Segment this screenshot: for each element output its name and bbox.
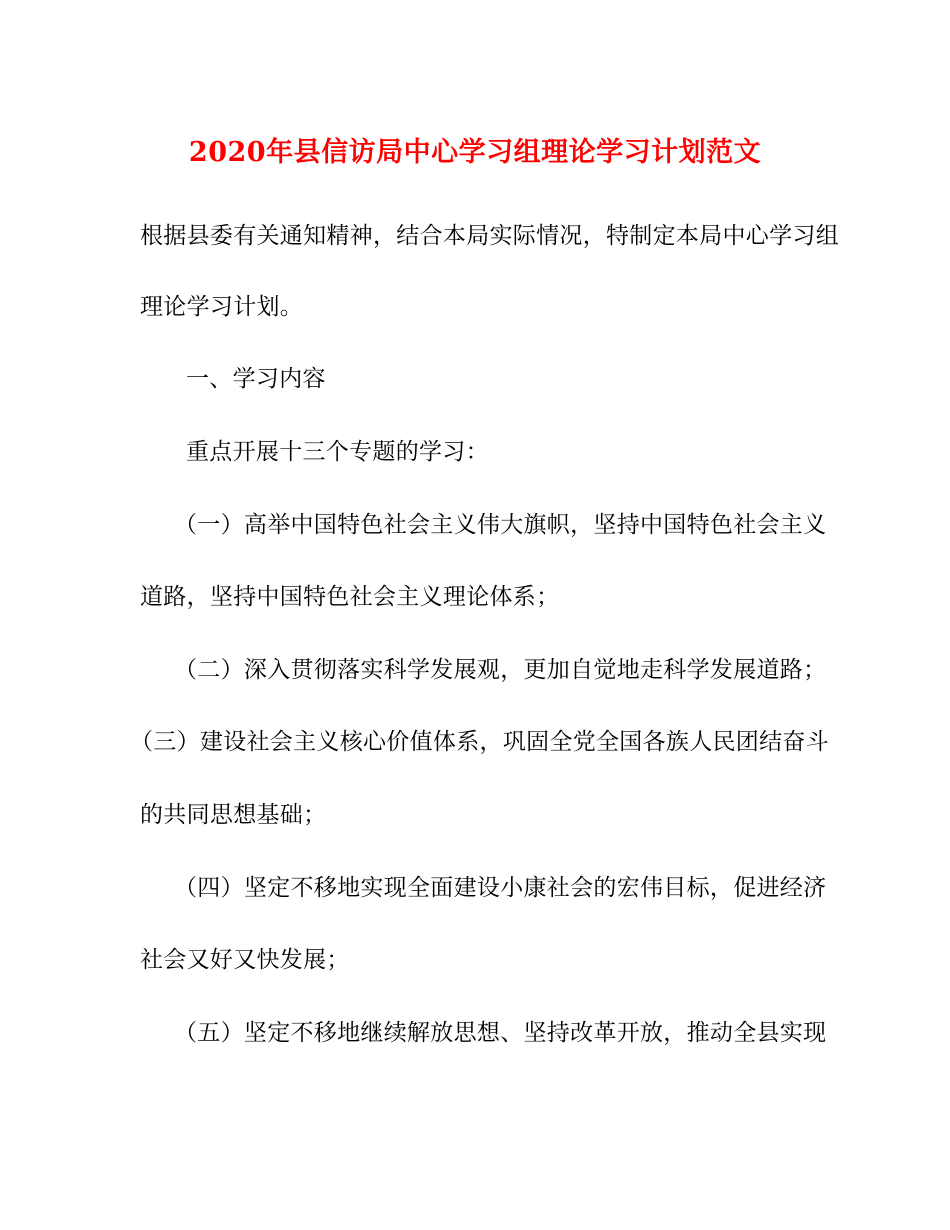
paragraph-line: 理论学习计划。 xyxy=(140,294,304,320)
list-item-line: 的共同思想基础； xyxy=(140,802,327,828)
list-item-line: （三）建设社会主义核心价值体系，巩固全党全国各族人民团结奋斗 xyxy=(130,729,829,755)
paragraph-line: 重点开展十三个专题的学习： xyxy=(186,439,489,465)
list-item-line: 道路，坚持中国特色社会主义理论体系； xyxy=(140,584,560,610)
section-heading: 一、学习内容 xyxy=(186,366,326,392)
document-title: 2020年县信访局中心学习组理论学习计划范文 xyxy=(188,137,762,168)
list-item-line: 社会又好又快发展； xyxy=(140,947,350,973)
list-item-line: （二）深入贯彻落实科学发展观，更加自觉地走科学发展道路； xyxy=(174,657,827,683)
list-item-line: （五）坚定不移地继续解放思想、坚持改革开放，推动全县实现 xyxy=(174,1020,827,1046)
paragraph-line: 根据县委有关通知精神，结合本局实际情况，特制定本局中心学习组 xyxy=(140,223,839,249)
list-item-line: （一）高举中国特色社会主义伟大旗帜，坚持中国特色社会主义 xyxy=(174,512,827,538)
list-item-line: （四）坚定不移地实现全面建设小康社会的宏伟目标，促进经济 xyxy=(174,875,827,901)
